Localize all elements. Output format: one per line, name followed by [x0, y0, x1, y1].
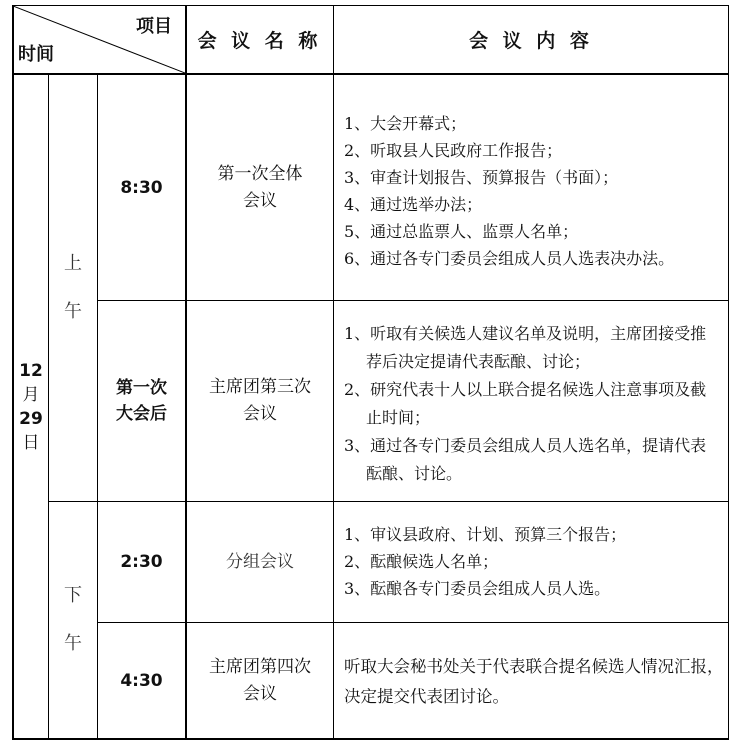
- row-3-item-3: 3、酝酿各专门委员会组成人员人选。: [344, 579, 611, 598]
- border-bottom: [12, 738, 729, 740]
- row-2-time-line-2: 大会后: [116, 404, 167, 424]
- date-day-unit: 日: [22, 432, 40, 453]
- row-2-item-1: 1、听取有关候选人建议名单及说明，主席团接受推荐后决定提请代表酝酿、讨论；: [344, 324, 707, 371]
- date-cell: [14, 75, 48, 738]
- date-day: 29: [19, 408, 43, 429]
- header-time-label: 时间: [18, 44, 54, 65]
- divider-content-col: [333, 5, 334, 740]
- row-2-time: [98, 301, 185, 501]
- row-2-item-3: 3、通过各专门委员会组成人员人选名单，提请代表酝酿、讨论。: [344, 436, 707, 483]
- row-1-item-3: 3、审查计划报告、预算报告（书面）；: [344, 168, 619, 187]
- row-4-content: [344, 652, 724, 712]
- row-1-item-5: 5、通过总监票人、监票人名单；: [344, 222, 579, 241]
- row-2-name: [187, 301, 333, 501]
- row-2-content: [344, 320, 722, 488]
- border-right: [728, 5, 729, 740]
- period-morning-char-1: 上: [64, 253, 82, 274]
- period-afternoon-char-2: 午: [64, 633, 82, 654]
- row-3-name-line-1: 分组会议: [226, 551, 294, 572]
- date-month-unit: 月: [22, 384, 40, 405]
- row-1-content: [344, 110, 728, 272]
- row-1-item-1: 1、大会开幕式；: [344, 114, 467, 133]
- period-afternoon-char-1: 下: [64, 585, 82, 606]
- row-1-item-4: 4、通过选举办法；: [344, 195, 483, 214]
- row-4-name-line-1: 主席团第四次: [209, 656, 311, 677]
- row-3-item-1: 1、审议县政府、计划、预算三个报告；: [344, 525, 627, 544]
- period-morning-char-2: 午: [64, 301, 82, 322]
- row-1-item-2: 2、听取县人民政府工作报告；: [344, 141, 563, 160]
- row-4-paragraph: 听取大会秘书处关于代表联合提名候选人情况汇报，决定提交代表团讨论。: [344, 657, 724, 706]
- row-1-name-line-2: 会议: [243, 190, 277, 211]
- row-3-time: 2:30: [120, 552, 163, 572]
- row-2-time-line-1: 第一次: [116, 378, 167, 398]
- row-1-time: 8:30: [120, 177, 163, 198]
- row-2-name-line-1: 主席团第三次: [209, 377, 311, 397]
- row-3-content: [344, 521, 728, 602]
- period-morning: [49, 75, 97, 501]
- row-1-name-line-1: 第一次全体: [217, 163, 303, 184]
- row-3-item-2: 2、酝酿候选人名单；: [344, 552, 499, 571]
- header-meeting-name: 会 议 名 称: [197, 30, 322, 52]
- row-1-name: [187, 75, 333, 300]
- row-3-name: [187, 502, 333, 622]
- row-2-item-2: 2、研究代表十人以上联合提名候选人注意事项及截止时间；: [344, 380, 707, 427]
- date-month: 12: [19, 360, 43, 381]
- header-meeting-content: 会 议 内 容: [469, 30, 593, 52]
- row-4-time: 4:30: [120, 670, 163, 691]
- row-4-name-line-2: 会议: [243, 683, 277, 704]
- header-item-label: 项目: [136, 16, 172, 37]
- period-afternoon: [49, 502, 97, 738]
- row-2-name-line-2: 会议: [243, 404, 277, 424]
- row-4-name: [187, 623, 333, 738]
- row-1-item-6: 6、通过各专门委员会组成人员人选表决办法。: [344, 249, 675, 268]
